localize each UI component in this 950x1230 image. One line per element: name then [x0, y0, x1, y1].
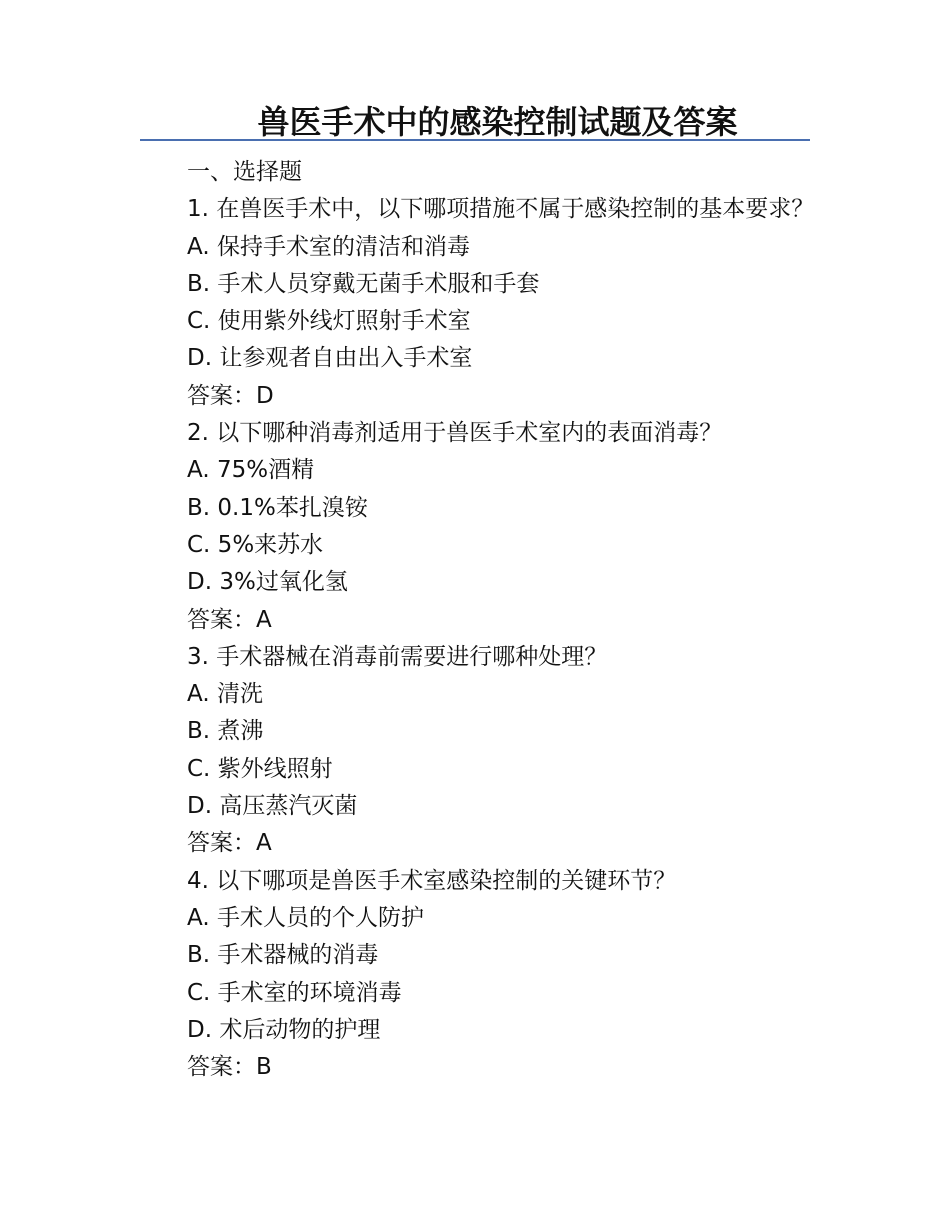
option-b: B. 手术人员穿戴无菌手术服和手套 — [187, 270, 540, 297]
option-b: B. 0.1%苯扎溴铵 — [187, 494, 368, 521]
title-underline — [140, 139, 810, 141]
option-d: D. 术后动物的护理 — [187, 1016, 381, 1043]
option-d: D. 3%过氧化氢 — [187, 569, 348, 596]
option-b: B. 手术器械的消毒 — [187, 942, 379, 969]
option-a: A. 保持手术室的清洁和消毒 — [187, 233, 470, 260]
question-text: 2. 以下哪种消毒剂适用于兽医手术室内的表面消毒？ — [187, 420, 723, 447]
option-b: B. 煮沸 — [187, 718, 264, 745]
question-text: 4. 以下哪项是兽医手术室感染控制的关键环节？ — [187, 867, 677, 894]
question-text: 1. 在兽医手术中，以下哪项措施不属于感染控制的基本要求？ — [187, 196, 815, 223]
question-block-1 — [140, 191, 815, 415]
question-block-2 — [140, 415, 815, 639]
option-a: A. 75%酒精 — [187, 457, 315, 484]
document-body — [140, 154, 815, 1086]
option-d: D. 高压蒸汽灭菌 — [187, 793, 358, 820]
answer-line: 答案：D — [187, 382, 274, 409]
question-text: 3. 手术器械在消毒前需要进行哪种处理？ — [187, 643, 608, 670]
option-d: D. 让参观者自由出入手术室 — [187, 345, 473, 372]
option-a: A. 手术人员的个人防护 — [187, 904, 424, 931]
question-block-3 — [140, 639, 815, 863]
option-c: C. 手术室的环境消毒 — [187, 979, 402, 1006]
document-title: 兽医手术中的感染控制试题及答案 — [257, 103, 738, 141]
option-c: C. 使用紫外线灯照射手术室 — [187, 308, 471, 335]
answer-line: 答案：B — [187, 1054, 272, 1081]
option-c: C. 紫外线照射 — [187, 755, 333, 782]
section-heading: 一、选择题 — [187, 159, 302, 185]
question-block-4 — [140, 863, 815, 1087]
answer-line: 答案：A — [187, 606, 272, 633]
option-a: A. 清洗 — [187, 681, 263, 708]
option-c: C. 5%来苏水 — [187, 531, 324, 558]
answer-line: 答案：A — [187, 830, 272, 857]
